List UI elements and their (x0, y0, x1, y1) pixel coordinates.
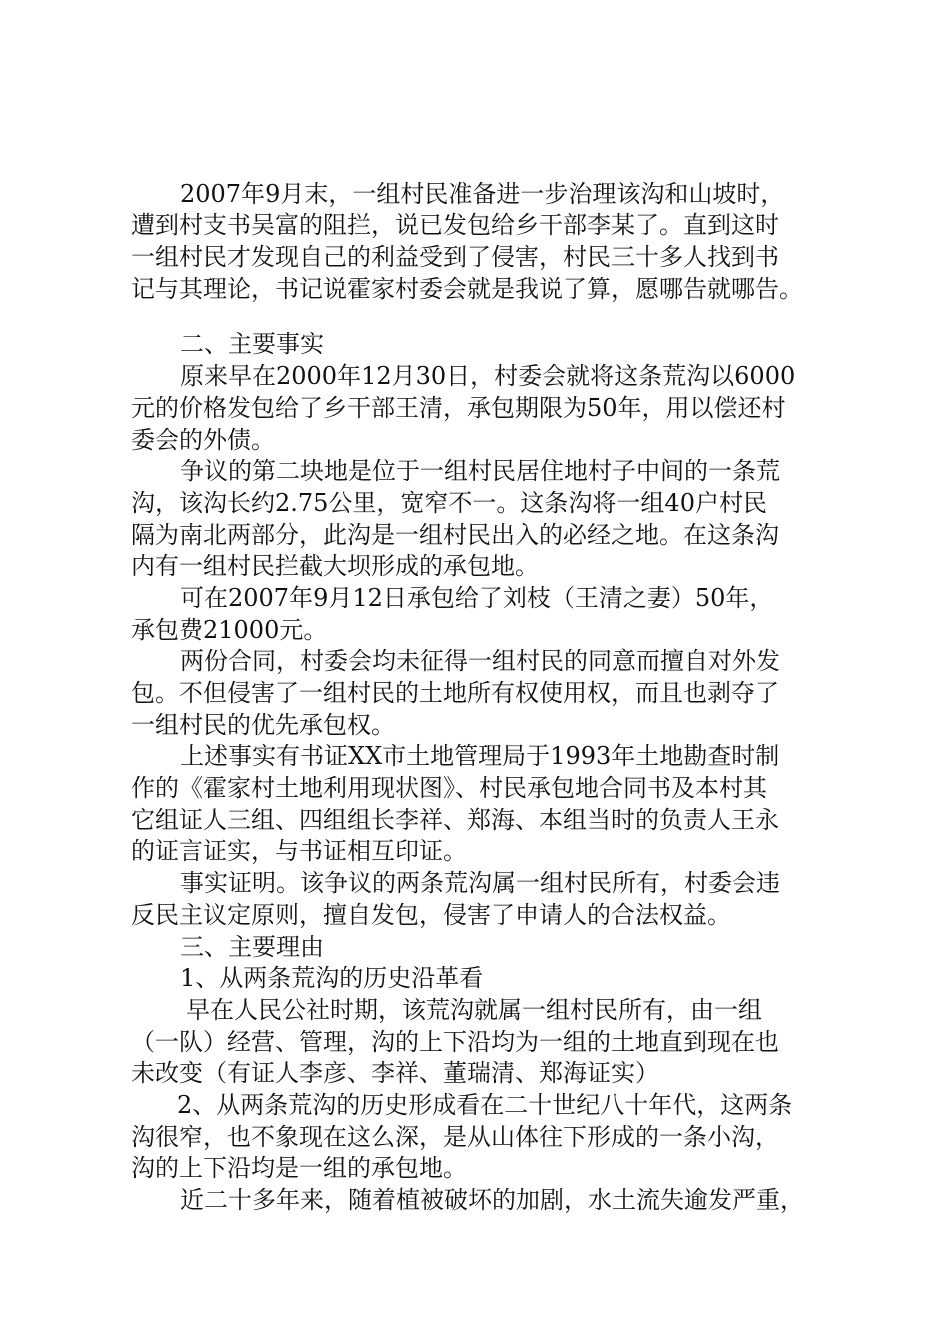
text-line: 作的《霍家村土地利用现状图》、村民承包地合同书及本村其 (131, 774, 767, 802)
text-line: 包。不但侵害了一组村民的土地所有权使用权，而且也剥夺了 (131, 679, 779, 707)
text-line: 一组村民才发现自己的利益受到了侵害，村民三十多人找到书 (131, 243, 779, 271)
text-line: 隔为南北两部分，此沟是一组村民出入的必经之地。在这条沟 (131, 521, 779, 549)
text-line: 可在2007年9月12日承包给了刘枝（王清之妻）50年， (180, 584, 774, 612)
text-line: 委会的外债。 (131, 426, 275, 454)
text-line: 两份合同，村委会均未征得一组村民的同意而擅自对外发 (180, 647, 780, 675)
text-line: 元的价格发包给了乡干部王清，承包期限为50年，用以偿还村 (131, 394, 786, 422)
text-line: 一组村民的优先承包权。 (131, 711, 395, 739)
text-line: 未改变（有证人李彦、李祥、董瑞清、郑海证实） (131, 1059, 659, 1087)
text-line: 沟，该沟长约2.75公里，宽窄不一。这条沟将一组40户村民 (131, 489, 767, 517)
text-line: 承包费21000元。 (131, 616, 328, 644)
text-line: 上述事实有书证XX市土地管理局于1993年土地勘查时制 (180, 742, 780, 770)
text-line: 内有一组村民拦截大坝形成的承包地。 (131, 552, 539, 580)
text-line: 沟的上下沿均是一组的承包地。 (131, 1154, 467, 1182)
text-line: 的证言证实，与书证相互印证。 (131, 837, 467, 865)
text-line: 早在人民公社时期，该荒沟就属一组村民所有，由一组 (186, 996, 762, 1024)
text-line: 近二十多年来，随着植被破坏的加剧，水土流失逾发严重， (180, 1186, 804, 1214)
text-line: 遭到村支书吴富的阻拦，说已发包给乡干部李某了。直到这时 (131, 211, 779, 239)
section-heading: 二、主要事实 (180, 330, 324, 358)
text-line: 2007年9月末，一组村民准备进一步治理该沟和山坡时， (180, 180, 785, 208)
text-line: 2、从两条荒沟的历史形成看在二十世纪八十年代，这两条 (177, 1091, 793, 1119)
text-line: 事实证明。该争议的两条荒沟属一组村民所有，村委会违 (180, 869, 780, 897)
text-line: 它组证人三组、四组组长李祥、郑海、本组当时的负责人王永 (131, 806, 779, 834)
text-line: 原来早在2000年12月30日，村委会就将这条荒沟以6000 (180, 362, 796, 390)
subsection-heading: 1、从两条荒沟的历史沿革看 (180, 964, 484, 992)
text-line: （一队）经营、管理，沟的上下沿均为一组的土地直到现在也 (131, 1028, 779, 1056)
text-line: 反民主议定原则，擅自发包，侵害了申请人的合法权益。 (131, 901, 731, 929)
text-line: 争议的第二块地是位于一组村民居住地村子中间的一条荒 (180, 457, 780, 485)
section-heading: 三、主要理由 (180, 933, 324, 961)
text-line: 沟很窄，也不象现在这么深，是从山体往下形成的一条小沟， (131, 1123, 779, 1151)
text-line: 记与其理论，书记说霍家村委会就是我说了算，愿哪告就哪告。 (131, 275, 803, 303)
